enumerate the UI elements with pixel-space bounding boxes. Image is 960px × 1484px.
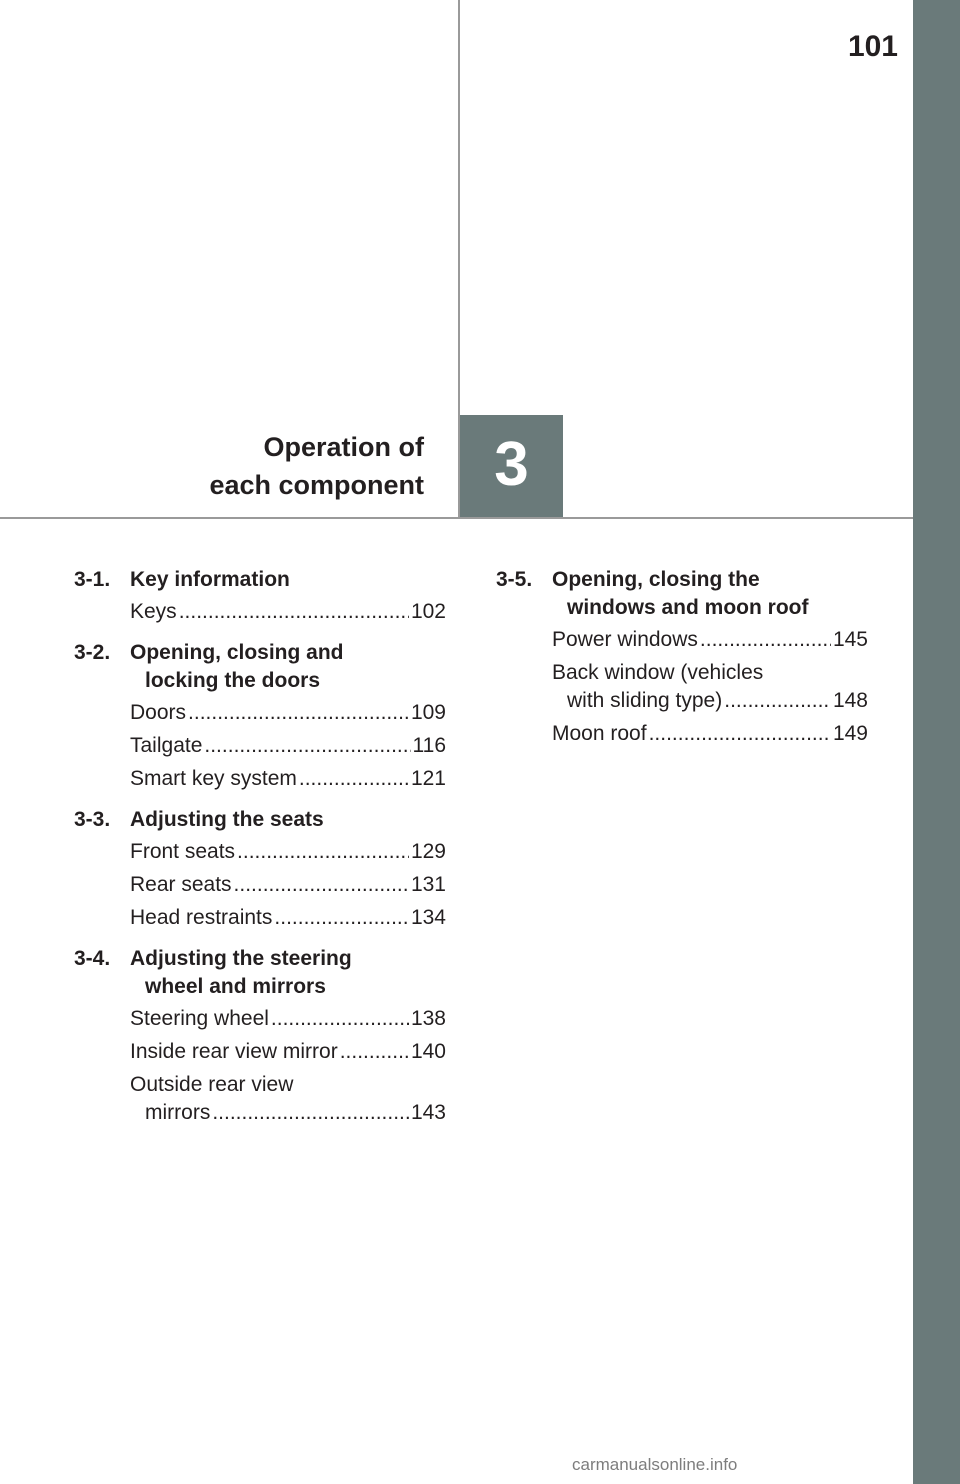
entry-page-number: 140 <box>410 1040 446 1063</box>
section-number: 3-3. <box>74 808 111 831</box>
section-title-line: wheel and mirrors <box>145 975 326 998</box>
entry-line <box>130 1005 446 1033</box>
toc-entry[interactable] <box>130 1071 446 1127</box>
entry-text-line: Back window (vehicles <box>552 661 764 684</box>
section-entries <box>74 699 446 793</box>
toc-column-left <box>74 566 446 1140</box>
entry-line <box>552 626 868 654</box>
watermark: carmanualsonline.info <box>572 1455 738 1474</box>
toc-column-right <box>496 566 868 761</box>
dot-leader <box>202 732 410 760</box>
entry-line <box>130 904 446 932</box>
toc-section <box>496 566 868 748</box>
dot-leader <box>698 626 831 654</box>
entry-text: Smart key system <box>130 767 297 790</box>
entry-text-line: Outside rear view <box>130 1073 294 1096</box>
dot-leader <box>186 699 409 727</box>
chapter-title-line: each component <box>209 470 424 500</box>
entry-text: Head restraints <box>130 906 273 929</box>
entry-page-number: 102 <box>410 600 446 623</box>
section-entries <box>74 1005 446 1127</box>
section-heading[interactable] <box>496 566 868 622</box>
toc-entry[interactable] <box>552 720 868 748</box>
toc-entry[interactable] <box>130 871 446 899</box>
toc-entry[interactable] <box>130 904 446 932</box>
dot-leader <box>338 1038 409 1066</box>
section-number: 3-2. <box>74 641 111 664</box>
entry-page-number: 121 <box>410 767 446 790</box>
section-title <box>130 945 352 1001</box>
section-heading[interactable] <box>74 945 446 1001</box>
section-heading[interactable] <box>74 806 446 834</box>
toc-entry[interactable] <box>552 626 868 654</box>
dot-leader <box>232 871 409 899</box>
entry-text: Moon roof <box>552 722 647 745</box>
entry-text: Inside rear view mirror <box>130 1040 338 1063</box>
toc-entry[interactable] <box>130 838 446 866</box>
chapter-number: 3 <box>494 430 529 499</box>
section-title-line: Key information <box>130 568 290 591</box>
entry-line <box>130 732 446 760</box>
toc-entry[interactable] <box>130 765 446 793</box>
toc-section <box>74 639 446 793</box>
toc-section <box>74 566 446 626</box>
section-title <box>130 566 290 594</box>
entry-text: Power windows <box>552 628 698 651</box>
section-entries <box>74 598 446 626</box>
toc-entry[interactable] <box>130 598 446 626</box>
section-title <box>552 566 808 622</box>
entry-text: with sliding type) <box>567 689 723 712</box>
chapter-number-box <box>460 415 563 517</box>
dot-leader <box>722 687 831 715</box>
entry-page-number: 131 <box>410 873 446 896</box>
chapter-title-line: Operation of <box>263 432 424 462</box>
section-entries <box>74 838 446 932</box>
entry-page-number: 116 <box>412 734 446 757</box>
section-heading[interactable] <box>74 639 446 695</box>
entry-text: Tailgate <box>130 734 203 757</box>
entry-text: Rear seats <box>130 873 232 896</box>
entry-line <box>130 1038 446 1066</box>
entry-page-number: 138 <box>410 1007 446 1030</box>
toc-entry[interactable] <box>130 732 446 760</box>
entry-text: Front seats <box>130 840 236 863</box>
section-title <box>130 806 324 834</box>
entry-page-number: 149 <box>832 722 868 745</box>
page-number: 101 <box>847 30 898 63</box>
entry-page-number: 109 <box>410 701 446 724</box>
section-number: 3-4. <box>74 947 111 970</box>
section-heading[interactable] <box>74 566 446 594</box>
entry-line <box>552 687 868 715</box>
section-title-line: Adjusting the seats <box>130 808 324 831</box>
entry-text: Keys <box>130 600 177 623</box>
entry-text: Doors <box>130 701 187 724</box>
section-title-line: locking the doors <box>145 669 321 692</box>
entry-line <box>130 765 446 793</box>
entry-line <box>130 1099 446 1127</box>
entry-line <box>130 838 446 866</box>
section-title-line: windows and moon roof <box>567 596 809 619</box>
toc-entry[interactable] <box>130 699 446 727</box>
entry-line <box>130 699 446 727</box>
entry-page-number: 134 <box>410 906 446 929</box>
toc-entry[interactable] <box>130 1005 446 1033</box>
entry-page-number: 129 <box>410 840 446 863</box>
section-title-line: Adjusting the steering <box>130 947 352 970</box>
toc-entry[interactable] <box>552 659 868 715</box>
entry-text: mirrors <box>145 1101 211 1124</box>
dot-leader <box>269 1005 409 1033</box>
section-title-line: Opening, closing and <box>130 641 344 664</box>
section-number: 3-5. <box>496 568 533 591</box>
entry-line <box>552 720 868 748</box>
side-chapter-tab <box>913 0 960 1484</box>
entry-line <box>130 598 446 626</box>
chapter-title <box>209 428 424 504</box>
entry-text: Steering wheel <box>130 1007 269 1030</box>
dot-leader <box>235 838 409 866</box>
horizontal-divider <box>0 517 913 519</box>
dot-leader <box>210 1099 409 1127</box>
entry-page-number: 145 <box>832 628 868 651</box>
entry-page-number: 143 <box>410 1101 446 1124</box>
dot-leader <box>297 765 409 793</box>
section-title <box>130 639 344 695</box>
toc-section <box>74 945 446 1127</box>
section-number: 3-1. <box>74 568 111 591</box>
toc-section <box>74 806 446 932</box>
section-title-line: Opening, closing the <box>552 568 760 591</box>
entry-line <box>130 871 446 899</box>
dot-leader <box>177 598 409 626</box>
dot-leader <box>272 904 409 932</box>
toc-entry[interactable] <box>130 1038 446 1066</box>
entry-page-number: 148 <box>832 689 868 712</box>
dot-leader <box>647 720 831 748</box>
section-entries <box>496 626 868 748</box>
